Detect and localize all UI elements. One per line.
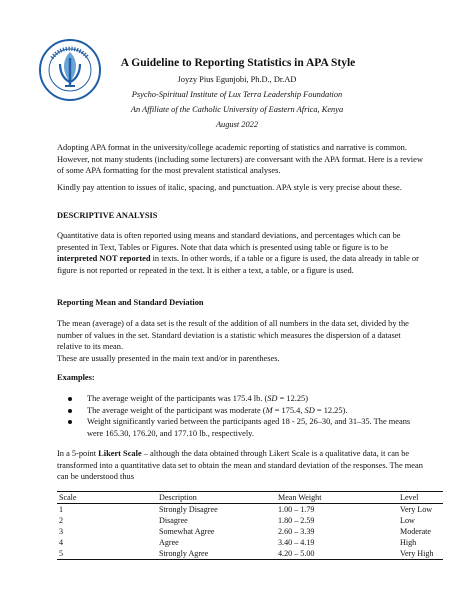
likert-bold-text: Likert Scale bbox=[98, 449, 142, 458]
table-cell: Somewhat Agree bbox=[159, 527, 215, 536]
list-item bbox=[57, 405, 425, 417]
list-item bbox=[57, 416, 425, 439]
likert-scale-table bbox=[57, 491, 443, 560]
table-row bbox=[57, 548, 443, 560]
bullet-icon bbox=[68, 397, 72, 401]
date-line: August 2022 bbox=[215, 120, 259, 129]
example-3-text: Weight significantly varied between the participants aged 18 - 25, 26–30, and 31–35. The means were 165.30, 176.20, and 177.10 lb., respectively. bbox=[87, 417, 411, 438]
table-header-row bbox=[57, 492, 443, 504]
intro-paragraph-2: Kindly pay attention to issues of italic, spacing, and punctuation. APA style is very precise about these. bbox=[57, 183, 402, 192]
author-line: Joyzy Pius Egunjobi, Ph.D., Dr.AD bbox=[177, 75, 297, 84]
table-cell: 3 bbox=[59, 527, 64, 536]
sd-symbol: SD bbox=[304, 405, 315, 415]
table-cell: 1.00 – 1.79 bbox=[278, 505, 315, 514]
intro-paragraph-1: Adopting APA format in the university/college academic reporting of statistics and narrative is common. However, not many students (including some lecturers) are conversant with the APA format. Here is a review of some APA formatting for the most prevalent statistical analyses. bbox=[57, 143, 423, 176]
table-cell: Low bbox=[400, 516, 415, 525]
example-2-mean-value: = 175.4, bbox=[272, 405, 305, 415]
table-cell: 4.20 – 5.00 bbox=[276, 548, 398, 560]
table-cell: 1.80 – 2.59 bbox=[278, 516, 315, 525]
examples-heading: Examples: bbox=[57, 373, 95, 382]
descriptive-text-start: Quantitative data is often reported using means and standard deviations, and percentages which can be presented in Text, Tables or Figures. Note that data which is presented using table or figure is to be bbox=[57, 231, 401, 252]
affiliate-line: An Affiliate of the Catholic University of Eastern Africa, Kenya bbox=[130, 105, 344, 114]
sd-symbol: SD bbox=[267, 394, 278, 403]
descriptive-text-end: in texts. In other words, if a table or a figure is used, the data already in table or figure is not reported or repeated in the text. It is either a text, a table, or a figure is used. bbox=[57, 254, 419, 275]
table-cell: Strongly Agree bbox=[157, 548, 276, 560]
table-cell: High bbox=[400, 538, 417, 547]
column-header-description: Description bbox=[157, 492, 276, 504]
table-cell: Strongly Disagree bbox=[159, 505, 218, 514]
table-cell: 5 bbox=[57, 548, 157, 560]
table-cell: 2 bbox=[59, 516, 64, 525]
document-title: A Guideline to Reporting Statistics in APA Style bbox=[120, 57, 356, 69]
descriptive-paragraph bbox=[57, 230, 425, 276]
column-header-level: Level bbox=[398, 492, 443, 504]
table-row bbox=[57, 526, 443, 537]
descriptive-bold-text: interpreted NOT reported bbox=[57, 254, 151, 264]
bullet-icon bbox=[68, 420, 72, 424]
likert-text-start: In a 5-point bbox=[57, 449, 99, 458]
mean-sd-heading: Reporting Mean and Standard Deviation bbox=[57, 298, 204, 307]
likert-text-end: – although the data obtained through Likert Scale is a qualitative data, it can be transformed into a quantitative data set to obtain the mean and standard deviation of the responses. The mean can be understood thus bbox=[57, 449, 423, 482]
institute-line: Psycho-Spiritual Institute of Lux Terra Leadership Foundation bbox=[131, 90, 343, 99]
table-cell: Moderate bbox=[400, 527, 432, 536]
bullet-icon bbox=[68, 409, 72, 413]
table-cell: 4 bbox=[59, 538, 64, 547]
table-row bbox=[57, 537, 443, 548]
mean-symbol: M bbox=[265, 405, 273, 415]
list-item bbox=[57, 393, 425, 405]
table-cell: Agree bbox=[159, 538, 179, 547]
likert-paragraph bbox=[57, 448, 425, 483]
example-2-text: The average weight of the participant was moderate ( bbox=[87, 405, 266, 415]
descriptive-analysis-heading: DESCRIPTIVE ANALYSIS bbox=[57, 211, 158, 220]
example-2-sd-value: = 12.25). bbox=[314, 405, 348, 415]
column-header-scale: Scale bbox=[57, 492, 157, 504]
table-cell: 1 bbox=[59, 505, 64, 514]
mean-sd-paragraph: The mean (average) of a data set is the result of the addition of all numbers in the data set, divided by the number of values in the set. Standard deviation is a statistic which measures the dispersion of a dataset relative to its mean. bbox=[57, 319, 409, 352]
table-cell: Disagree bbox=[159, 516, 188, 525]
table-cell: 3.40 – 4.19 bbox=[278, 538, 315, 547]
mean-sd-note: These are usually presented in the main text and/or in parentheses. bbox=[57, 354, 280, 363]
examples-list bbox=[57, 393, 425, 439]
table-cell: Very Low bbox=[400, 505, 433, 514]
example-1-text: The average weight of the participants was 175.4 lb. ( bbox=[87, 394, 268, 403]
table-row bbox=[57, 515, 443, 526]
column-header-mean-weight: Mean Weight bbox=[276, 492, 398, 504]
example-1-value: = 12.25) bbox=[277, 394, 309, 403]
table-cell: 2.60 – 3.39 bbox=[278, 527, 315, 536]
table-row bbox=[57, 504, 443, 516]
table-cell: Very High bbox=[398, 548, 443, 560]
